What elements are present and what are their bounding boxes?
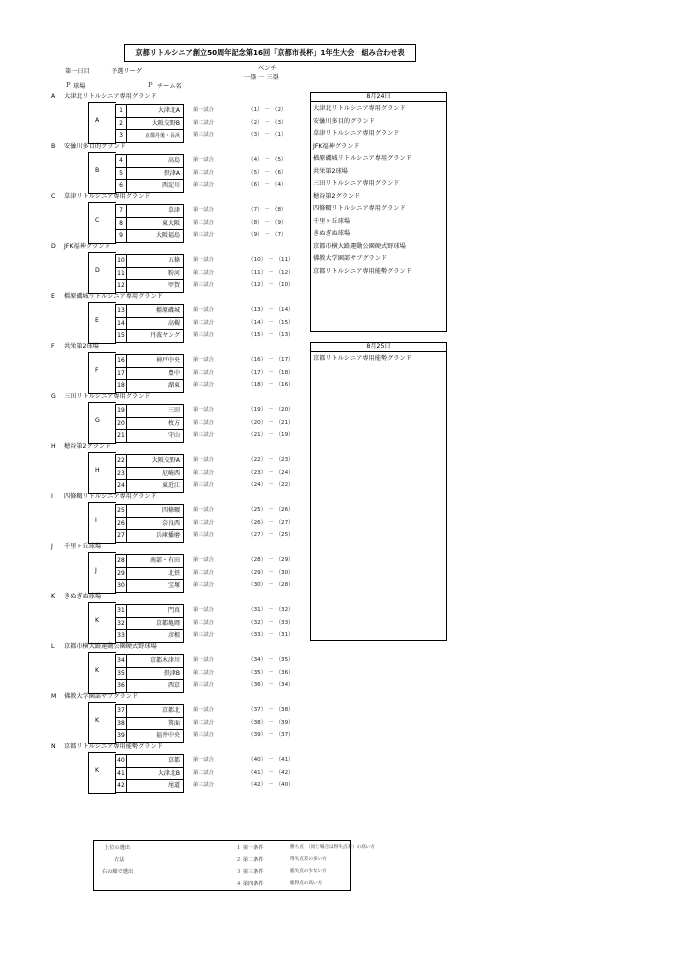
team-name: 尾道 (126, 779, 184, 793)
team-name: 彦根 (126, 629, 184, 643)
team-name: 高槻 (126, 317, 184, 331)
game-order: 第三試合 (193, 482, 214, 488)
game-order: 第二試合 (193, 619, 214, 626)
team-number: 14 (115, 317, 127, 331)
group-letter: A (51, 93, 56, 100)
team-name: 大阪交野B (126, 117, 184, 131)
league-label: 予選リーグ (111, 68, 142, 75)
group-letter: H (51, 443, 56, 450)
match-pairing: （17） － （18） (248, 369, 294, 376)
legend-rule: 総失点の少ない方 (290, 869, 327, 874)
match-pairing: （15） － （13） (248, 332, 294, 338)
group-code: I (95, 516, 97, 524)
group-bracket (88, 402, 116, 444)
team-number: 22 (115, 454, 127, 468)
match-pairing: （35） － （36） (248, 669, 294, 676)
team-number: 31 (115, 604, 127, 618)
scheduled-venue: 千里ヶ丘球場 (313, 217, 351, 225)
team-name: 京都木津川 (126, 654, 184, 668)
team-number: 2 (115, 117, 127, 131)
game-order: 第一試合 (193, 457, 214, 463)
match-pairing: （10） － （11） (248, 257, 294, 263)
scheduled-venue: 安曇川多目的グランド (313, 117, 375, 125)
team-name: 南部・有田 (126, 554, 184, 568)
match-pairing: （3） － （1） (248, 132, 287, 138)
game-order: 第三試合 (193, 282, 214, 288)
match-pairing: （27） － （25） (248, 532, 294, 538)
game-order: 第一試合 (193, 657, 214, 663)
venue-col-label: 球場 (73, 83, 86, 90)
team-name: 兵庫播磨 (126, 529, 184, 543)
team-name: 摂津B (126, 667, 184, 681)
match-pairing: （41） － （42） (248, 769, 294, 776)
group-code: K (95, 666, 100, 674)
team-number: 26 (115, 517, 127, 531)
group-code: F (95, 366, 99, 374)
group-code: J (95, 566, 97, 574)
match-pairing: （31） － （32） (248, 607, 294, 613)
document-title: 京都リトルシニア創立50周年記念第16回「京都市長杯」1年生大会 組み合わせ表 (124, 44, 416, 62)
match-pairing: （8） － （9） (248, 219, 287, 226)
team-name: 神戸中央 (126, 354, 184, 368)
team-number: 23 (115, 467, 127, 481)
team-name: 粉河 (126, 267, 184, 281)
team-number: 1 (115, 104, 127, 118)
game-order: 第二試合 (193, 319, 214, 326)
group-bracket (88, 352, 116, 394)
legend-condition: ３ 第三条件 (236, 869, 264, 875)
match-pairing: （23） － （24） (248, 469, 294, 476)
team-name: 福井中央 (126, 729, 184, 743)
team-number: 34 (115, 654, 127, 668)
group-code: G (95, 416, 100, 424)
scheduled-venue: 楢原磯城リトルシニア専用グランド (313, 155, 412, 162)
team-name: 箕面 (126, 717, 184, 731)
venue-name: きぬぎぬ球場 (64, 593, 102, 600)
match-pairing: （6） － （4） (248, 182, 287, 188)
match-pairing: （18） － （16） (248, 382, 294, 388)
game-order: 第一試合 (193, 507, 214, 513)
team-name: 大津北A (126, 104, 184, 118)
team-number: 40 (115, 754, 127, 768)
game-order: 第二試合 (193, 669, 214, 676)
team-name: 京都 (126, 754, 184, 768)
game-order: 第二試合 (193, 369, 214, 376)
group-letter: I (51, 493, 53, 500)
game-order: 第二試合 (193, 719, 214, 726)
group-code: K (95, 716, 100, 724)
team-name: 湖東 (126, 379, 184, 393)
team-number: 39 (115, 729, 127, 743)
date-label: 8月25日 (366, 343, 391, 350)
venue-name: 佛教大学園部サブグランド (64, 693, 139, 700)
group-bracket (88, 102, 116, 144)
group-bracket (88, 152, 116, 194)
game-order: 第二試合 (193, 469, 214, 476)
team-number: 17 (115, 367, 127, 381)
game-order: 第三試合 (193, 682, 214, 688)
match-pairing: （19） － （20） (248, 407, 294, 413)
venue-name: 共栄第2球場 (64, 343, 99, 350)
team-number: 19 (115, 404, 127, 418)
match-pairing: （39） － （37） (248, 732, 294, 738)
match-pairing: （20） － （21） (248, 419, 294, 426)
match-pairing: （28） － （29） (248, 557, 294, 563)
legend-condition: １ 第一条件 (236, 845, 264, 851)
game-order: 第三試合 (193, 632, 214, 638)
team-number: 38 (115, 717, 127, 731)
group-code: K (95, 616, 100, 624)
venue-name: 大津北リトルシニア専用グランド (64, 93, 157, 100)
venue-name: 京都市横大路運動公園硬式野球場 (64, 643, 157, 650)
game-order: 第三試合 (193, 782, 214, 788)
scheduled-venue: 大津北リトルシニア専用グランド (313, 105, 406, 112)
venue-name: 四條畷リトルシニア専用グランド (64, 493, 157, 500)
bench-sides-label: 一塁 － 三塁 (244, 74, 279, 81)
team-name: 西淀川 (126, 179, 184, 193)
team-name: 四條畷 (126, 504, 184, 518)
game-order: 第二試合 (193, 569, 214, 576)
match-pairing: （1） － （2） (248, 107, 287, 113)
group-letter: D (51, 243, 56, 250)
match-pairing: （13） － （14） (248, 307, 294, 313)
team-number: 41 (115, 767, 127, 781)
date-label: 8月24日 (366, 93, 391, 100)
match-pairing: （4） － （5） (248, 157, 287, 163)
legend-rule: 勝ち点 （同じ場合は得失点差）の高い方 (290, 845, 375, 850)
match-pairing: （16） － （17） (248, 357, 294, 363)
venue-name: 草津リトルシニア専用グランド (64, 193, 151, 200)
venue-col-marker: Ｐ (65, 82, 72, 89)
match-pairing: （36） － （34） (248, 682, 294, 688)
team-number: 28 (115, 554, 127, 568)
game-order: 第三試合 (193, 132, 214, 138)
game-order: 第二試合 (193, 519, 214, 526)
round-label: 第一日目 (65, 68, 90, 75)
match-pairing: （11） － （12） (248, 269, 294, 276)
team-number: 20 (115, 417, 127, 431)
team-name: 東近江 (126, 479, 184, 493)
group-bracket (88, 552, 116, 594)
team-name: 京都丹後・長浜 (126, 129, 184, 143)
group-bracket (88, 702, 116, 744)
game-order: 第一試合 (193, 257, 214, 263)
scheduled-venue: 京都市横大路運動公園硬式野球場 (313, 242, 406, 250)
match-pairing: （9） － （7） (248, 232, 287, 238)
game-order: 第二試合 (193, 419, 214, 426)
group-letter: C (51, 193, 56, 200)
game-order: 第二試合 (193, 119, 214, 126)
group-bracket (88, 752, 116, 794)
team-number: 12 (115, 279, 127, 293)
team-name: 草津 (126, 204, 184, 218)
game-order: 第一試合 (193, 157, 214, 163)
team-name: 宝塚 (126, 579, 184, 593)
scheduled-venue: 京都リトルシニア専用能勢グランド (313, 355, 412, 362)
game-order: 第一試合 (193, 607, 214, 613)
team-number: 33 (115, 629, 127, 643)
team-number: 37 (115, 704, 127, 718)
group-letter: F (51, 343, 55, 350)
team-name: 京都亀岡 (126, 617, 184, 631)
team-number: 3 (115, 129, 127, 143)
team-name: 守山 (126, 429, 184, 443)
game-order: 第二試合 (193, 769, 214, 776)
match-pairing: （33） － （31） (248, 632, 294, 638)
group-bracket (88, 452, 116, 494)
team-number: 36 (115, 679, 127, 693)
match-pairing: （24） － （22） (248, 482, 294, 488)
game-order: 第二試合 (193, 169, 214, 176)
game-order: 第三試合 (193, 182, 214, 188)
game-order: 第一試合 (193, 707, 214, 713)
game-order: 第二試合 (193, 219, 214, 226)
group-bracket (88, 252, 116, 294)
game-order: 第三試合 (193, 732, 214, 738)
team-number: 5 (115, 167, 127, 181)
match-pairing: （21） － （19） (248, 432, 294, 438)
game-order: 第三試合 (193, 582, 214, 588)
team-name: 丹波ヤング (126, 329, 184, 343)
venue-name: 千里ヶ丘球場 (64, 543, 102, 550)
group-letter: G (51, 393, 56, 400)
scheduled-venue: JFK福神グランド (313, 142, 360, 150)
team-number: 32 (115, 617, 127, 631)
venue-name: 京都リトルシニア専用能勢グランド (64, 743, 163, 750)
game-order: 第一試合 (193, 757, 214, 763)
group-code: C (95, 216, 100, 224)
group-bracket (88, 652, 116, 694)
team-number: 30 (115, 579, 127, 593)
team-number: 29 (115, 567, 127, 581)
match-pairing: （12） － （10） (248, 282, 294, 288)
venue-name: 安曇川多目的グランド (64, 143, 126, 150)
game-order: 第一試合 (193, 407, 214, 413)
group-bracket (88, 302, 116, 344)
game-order: 第一試合 (193, 557, 214, 563)
legend-left-text: 方法 (114, 857, 125, 863)
game-order: 第一試合 (193, 357, 214, 363)
game-order: 第一試合 (193, 307, 214, 313)
game-order: 第一試合 (193, 207, 214, 213)
team-col-label: チーム名 (157, 83, 182, 90)
team-name: 門真 (126, 604, 184, 618)
venue-name: 三田リトルシニア専用グランド (64, 393, 151, 400)
team-name: 高島 (126, 154, 184, 168)
group-code: K (95, 766, 100, 774)
group-letter: L (51, 643, 55, 650)
game-order: 第一試合 (193, 107, 214, 113)
match-pairing: （5） － （6） (248, 169, 287, 176)
game-order: 第二試合 (193, 269, 214, 276)
venue-name: JFK福神グランド (64, 243, 111, 250)
group-bracket (88, 502, 116, 544)
group-bracket (88, 602, 116, 644)
group-bracket (88, 202, 116, 244)
team-name: 西京 (126, 679, 184, 693)
legend-left-text: 上位の選出 (104, 845, 130, 851)
team-number: 35 (115, 667, 127, 681)
match-pairing: （42） － （40） (248, 782, 294, 788)
scheduled-venue: 草津リトルシニア専用グランド (313, 130, 400, 137)
team-number: 6 (115, 179, 127, 193)
game-order: 第三試合 (193, 532, 214, 538)
group-letter: M (51, 693, 57, 700)
team-name: 橿原磯城 (126, 304, 184, 318)
scheduled-venue: 京都リトルシニア専用能勢グランド (313, 267, 412, 275)
date-box-aug24 (310, 92, 447, 332)
match-pairing: （32） － （33） (248, 619, 294, 626)
team-name: 奈良西 (126, 517, 184, 531)
group-letter: B (51, 143, 56, 150)
team-number: 10 (115, 254, 127, 268)
match-pairing: （25） － （26） (248, 507, 294, 513)
team-name: 大阪福島 (126, 229, 184, 243)
legend-condition: ２ 第二条件 (236, 857, 264, 863)
match-pairing: （34） － （35） (248, 657, 294, 663)
match-pairing: （14） － （15） (248, 319, 294, 326)
date-box-aug25 (310, 342, 447, 641)
match-pairing: （29） － （30） (248, 569, 294, 576)
team-number: 18 (115, 379, 127, 393)
scheduled-venue: 三田リトルシニア専用グランド (313, 180, 400, 187)
scheduled-venue: 穂谷第2グランド (313, 192, 361, 200)
team-number: 4 (115, 154, 127, 168)
game-order: 第三試合 (193, 332, 214, 338)
team-name: 東大阪 (126, 217, 184, 231)
match-pairing: （2） － （3） (248, 119, 287, 126)
team-number: 15 (115, 329, 127, 343)
group-code: D (95, 266, 100, 274)
group-code: H (95, 466, 100, 474)
team-name: 大阪交野A (126, 454, 184, 468)
team-number: 13 (115, 304, 127, 318)
legend-rule: 得失点差の多い方 (290, 857, 327, 862)
group-letter: E (51, 293, 55, 300)
team-name: 摂津A (126, 167, 184, 181)
match-pairing: （38） － （39） (248, 719, 294, 726)
team-name: 尼崎西 (126, 467, 184, 481)
venue-name: 橿原磯城リトルシニア専用グランド (64, 293, 163, 300)
team-number: 24 (115, 479, 127, 493)
team-name: 北摂 (126, 567, 184, 581)
legend-rule: 総得点の高い方 (290, 881, 323, 886)
match-pairing: （30） － （28） (248, 582, 294, 588)
scheduled-venue: 共栄第2球場 (313, 167, 348, 175)
team-number: 21 (115, 429, 127, 443)
venue-name: 穂谷第2グランド (64, 443, 112, 450)
game-order: 第三試合 (193, 432, 214, 438)
match-pairing: （37） － （38） (248, 707, 294, 713)
scheduled-venue: きぬぎぬ球場 (313, 230, 351, 237)
group-letter: K (51, 593, 56, 600)
group-letter: J (51, 543, 53, 550)
scheduled-venue: 四條畷リトルシニア専用グランド (313, 205, 406, 212)
team-number: 7 (115, 204, 127, 218)
team-name: 甲賀 (126, 279, 184, 293)
bench-label: ベンチ (258, 65, 277, 72)
group-code: A (95, 116, 100, 124)
match-pairing: （40） － （41） (248, 757, 294, 763)
match-pairing: （26） － （27） (248, 519, 294, 526)
team-number: 25 (115, 504, 127, 518)
game-order: 第三試合 (193, 232, 214, 238)
group-code: E (95, 316, 99, 324)
team-number: 11 (115, 267, 127, 281)
selection-rules-legend (93, 840, 375, 891)
team-name: 京都北 (126, 704, 184, 718)
team-number: 16 (115, 354, 127, 368)
team-name: 大津北B (126, 767, 184, 781)
legend-left-text: 右の順で選出 (102, 869, 134, 875)
team-name: 三田 (126, 404, 184, 418)
group-letter: N (51, 743, 56, 750)
group-code: B (95, 166, 100, 174)
legend-condition: ４ 第四条件 (236, 881, 264, 887)
team-name: 枚方 (126, 417, 184, 431)
team-number: 9 (115, 229, 127, 243)
team-name: 五條 (126, 254, 184, 268)
team-name: 豊中 (126, 367, 184, 381)
team-number: 8 (115, 217, 127, 231)
game-order: 第三試合 (193, 382, 214, 388)
team-col-marker: Ｐ (147, 82, 154, 89)
team-number: 42 (115, 779, 127, 793)
match-pairing: （22） － （23） (248, 457, 294, 463)
team-number: 27 (115, 529, 127, 543)
scheduled-venue: 佛教大学園部サブグランド (313, 255, 388, 262)
match-pairing: （7） － （8） (248, 207, 287, 213)
